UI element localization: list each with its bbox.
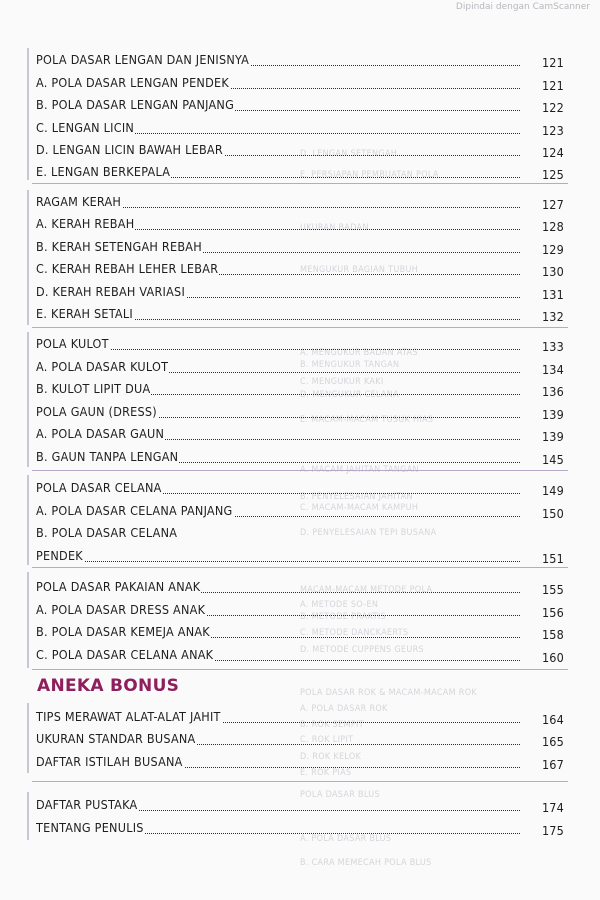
- left-rail: [27, 48, 29, 180]
- ghost-text: D. LENGAN SETENGAH: [300, 149, 398, 159]
- toc-entry-label: A. POLA DASAR DRESS ANAK: [36, 602, 206, 617]
- toc-entry-page: 167: [541, 757, 564, 772]
- toc-entry-page: 139: [541, 429, 564, 444]
- toc-entry-label: E. LENGAN BERKEPALA: [36, 164, 171, 179]
- section-divider: [32, 470, 568, 471]
- toc-entry[interactable]: [36, 705, 564, 727]
- toc-entry-label: C. POLA DASAR CELANA ANAK: [36, 647, 214, 662]
- ghost-text: A. MENGUKUR BADAN ATAS: [300, 348, 418, 358]
- toc-entry-page: 124: [541, 145, 564, 160]
- toc-entry-page: 122: [541, 100, 564, 115]
- ghost-text: A. MACAM JAHITAN TANGAN: [300, 465, 419, 475]
- ghost-text: POLA DASAR BLUS: [300, 790, 380, 800]
- toc-entry-page: 175: [541, 823, 564, 838]
- toc-entry-label: POLA DASAR PAKAIAN ANAK: [36, 579, 201, 594]
- toc-entry[interactable]: [36, 499, 564, 521]
- toc-entry-page: 128: [541, 219, 564, 234]
- toc-entry-label: RAGAM KERAH: [36, 194, 122, 209]
- toc-entry[interactable]: [36, 620, 564, 642]
- ghost-text: C. MACAM-MACAM KAMPUH: [300, 503, 419, 513]
- left-rail: [27, 703, 29, 773]
- dot-leader: [76, 207, 520, 208]
- toc-entry[interactable]: [36, 445, 564, 467]
- toc-entry-page: 132: [541, 309, 564, 324]
- toc-entry[interactable]: [36, 598, 564, 620]
- ghost-text: A. POLA DASAR ROK: [300, 704, 388, 714]
- ghost-text: A. POLA DASAR BLUS: [300, 834, 392, 844]
- ghost-text: D. METODE CUPPENS GEURS: [300, 645, 424, 655]
- toc-entry-label: C. KERAH REBAH LEHER LEBAR: [36, 261, 219, 276]
- toc-entry[interactable]: [36, 750, 564, 772]
- toc-entry-label: PENDEK: [36, 548, 83, 563]
- ghost-text: B. METODE PRAKTIS: [300, 612, 386, 622]
- left-rail: [27, 572, 29, 668]
- toc-entry[interactable]: [36, 212, 564, 234]
- ghost-text: B. PENYELESAIAN JAHITAN: [300, 492, 413, 502]
- toc-entry-label: UKURAN STANDAR BUSANA: [36, 731, 196, 746]
- toc-entry-label: D. KERAH REBAH VARIASI: [36, 284, 186, 299]
- toc-entry[interactable]: [36, 476, 564, 498]
- toc-entry[interactable]: [36, 575, 564, 597]
- toc-entry-label: C. LENGAN LICIN: [36, 120, 135, 135]
- left-rail: [27, 475, 29, 565]
- toc-entry-page: 121: [541, 78, 564, 93]
- left-rail: [27, 190, 29, 325]
- toc-entry-page: 130: [541, 264, 564, 279]
- ghost-text: E. PERSIAPAN PEMBUATAN POLA: [300, 170, 439, 180]
- ghost-text: MENGUKUR BAGIAN TUBUH: [300, 265, 419, 275]
- toc-entry-label: D. LENGAN LICIN BAWAH LEBAR: [36, 142, 223, 157]
- toc-entry[interactable]: [36, 280, 564, 302]
- toc-entry[interactable]: [36, 816, 564, 838]
- ghost-text: B. MENGUKUR TANGAN: [300, 360, 400, 370]
- toc-entry[interactable]: [36, 190, 564, 212]
- toc-entry[interactable]: [36, 377, 564, 399]
- toc-entry-page: 160: [541, 650, 564, 665]
- toc-entry-label: B. POLA DASAR CELANA: [36, 525, 178, 540]
- toc-entry-page: 127: [541, 197, 564, 212]
- toc-entry[interactable]: [36, 355, 564, 377]
- dot-leader: [76, 561, 520, 562]
- dot-leader: [76, 810, 520, 811]
- toc-entry-label: POLA GAUN (DRESS): [36, 404, 157, 419]
- section-divider: [32, 183, 568, 184]
- toc-entry[interactable]: [36, 116, 564, 138]
- dot-leader: [76, 229, 520, 230]
- dot-leader: [76, 133, 520, 134]
- toc-entry-label: B. POLA DASAR KEMEJA ANAK: [36, 624, 210, 639]
- toc-entry-page: 150: [541, 506, 564, 521]
- ghost-text: C. METODE DANCKAERTS: [300, 628, 409, 638]
- ghost-text: B. ROK SEMPIT: [300, 720, 364, 730]
- toc-entry-page: 125: [541, 167, 564, 182]
- toc-entry[interactable]: [36, 160, 564, 182]
- toc-entry[interactable]: [36, 48, 564, 70]
- ghost-text: POLA DASAR ROK & MACAM-MACAM ROK: [300, 688, 477, 698]
- toc-entry-page: 145: [541, 452, 564, 467]
- ghost-text: UKURAN BADAN: [300, 223, 369, 233]
- toc-entry-label: DAFTAR ISTILAH BUSANA: [36, 754, 183, 769]
- toc-entry-page: 123: [541, 123, 564, 138]
- ghost-text: MACAM-MACAM METODE POLA: [300, 585, 433, 595]
- ghost-text: D. ROK KELOK: [300, 752, 362, 762]
- toc-entry[interactable]: [36, 332, 564, 354]
- toc-entry[interactable]: [36, 643, 564, 665]
- section-divider: [32, 781, 568, 782]
- ghost-text: D. PENYELESAIAN TEPI BUSANA: [300, 528, 437, 538]
- ghost-text: E. ROK PIAS: [300, 768, 352, 778]
- toc-entry[interactable]: [36, 727, 564, 749]
- toc-entry-label: A. POLA DASAR GAUN: [36, 426, 165, 441]
- ghost-text: C. ROK LIPIT: [300, 735, 354, 745]
- toc-entry[interactable]: [36, 793, 564, 815]
- toc-entry-label: B. KERAH SETENGAH REBAH: [36, 239, 202, 254]
- toc-entry-label: B. GAUN TANPA LENGAN: [36, 449, 179, 464]
- section-divider: [32, 327, 568, 328]
- ghost-text: C. MENGUKUR KAKI: [300, 377, 384, 387]
- toc-entry-label: A. POLA DASAR LENGAN PENDEK: [36, 75, 229, 90]
- toc-entry[interactable]: [36, 422, 564, 444]
- ghost-text: D. MENGUKUR CELANA: [300, 390, 399, 400]
- toc-entry-label: B. KULOT LIPIT DUA: [36, 381, 151, 396]
- ghost-text: B. CARA MEMECAH POLA BLUS: [300, 858, 432, 868]
- toc-entry-page: 139: [541, 407, 564, 422]
- section-divider: [32, 567, 568, 568]
- toc-entry-page: 134: [541, 362, 564, 377]
- toc-entry[interactable]: [36, 544, 564, 566]
- toc-entry-label: POLA KULOT: [36, 336, 109, 351]
- toc-entry-label: POLA DASAR LENGAN DAN JENISNYA: [36, 52, 250, 67]
- ghost-text: A. METODE SO-EN: [300, 600, 379, 610]
- toc-entry-page: 133: [541, 339, 564, 354]
- toc-entry[interactable]: [36, 521, 564, 543]
- toc-entry[interactable]: [36, 235, 564, 257]
- toc-entry-label: A. POLA DASAR KULOT: [36, 359, 169, 374]
- toc-entry-page: 174: [541, 800, 564, 815]
- toc-entry[interactable]: [36, 400, 564, 422]
- toc-entry-page: 158: [541, 627, 564, 642]
- left-rail: [27, 792, 29, 840]
- toc-entry-page: 165: [541, 734, 564, 749]
- toc-entry-page: 129: [541, 242, 564, 257]
- toc-entry-label: TIPS MERAWAT ALAT-ALAT JAHIT: [36, 709, 221, 724]
- toc-entry[interactable]: [36, 257, 564, 279]
- toc-entry[interactable]: [36, 93, 564, 115]
- toc-entry-page: 136: [541, 384, 564, 399]
- toc-entry-label: E. KERAH SETALI: [36, 306, 133, 321]
- toc-entry[interactable]: [36, 302, 564, 324]
- toc-entry[interactable]: [36, 71, 564, 93]
- toc-entry-page: 156: [541, 605, 564, 620]
- toc-entry-label: DAFTAR PUSTAKA: [36, 797, 138, 812]
- toc-entry-page: 151: [541, 551, 564, 566]
- section-divider: [32, 669, 568, 670]
- scanner-watermark: Dipindai dengan CamScanner: [455, 2, 590, 12]
- toc-entry[interactable]: [36, 138, 564, 160]
- toc-entry-label: POLA DASAR CELANA: [36, 480, 162, 495]
- toc-entry-page: 121: [541, 55, 564, 70]
- toc-entry-page: 149: [541, 483, 564, 498]
- toc-entry-page: 155: [541, 582, 564, 597]
- left-rail: [27, 332, 29, 467]
- toc-entry-label: A. POLA DASAR CELANA PANJANG: [36, 503, 233, 518]
- toc-entry-page: 131: [541, 287, 564, 302]
- toc-entry-page: 164: [541, 712, 564, 727]
- dot-leader: [76, 349, 520, 350]
- toc-entry-label: B. POLA DASAR LENGAN PANJANG: [36, 97, 235, 112]
- dot-leader: [76, 319, 520, 320]
- toc-entry-label: TENTANG PENULIS: [36, 820, 144, 835]
- toc-entry-label: A. KERAH REBAH: [36, 216, 135, 231]
- bonus-heading: ANEKA BONUS: [37, 676, 180, 696]
- ghost-text: E. MACAM-MACAM TUSUK HIAS: [300, 415, 434, 425]
